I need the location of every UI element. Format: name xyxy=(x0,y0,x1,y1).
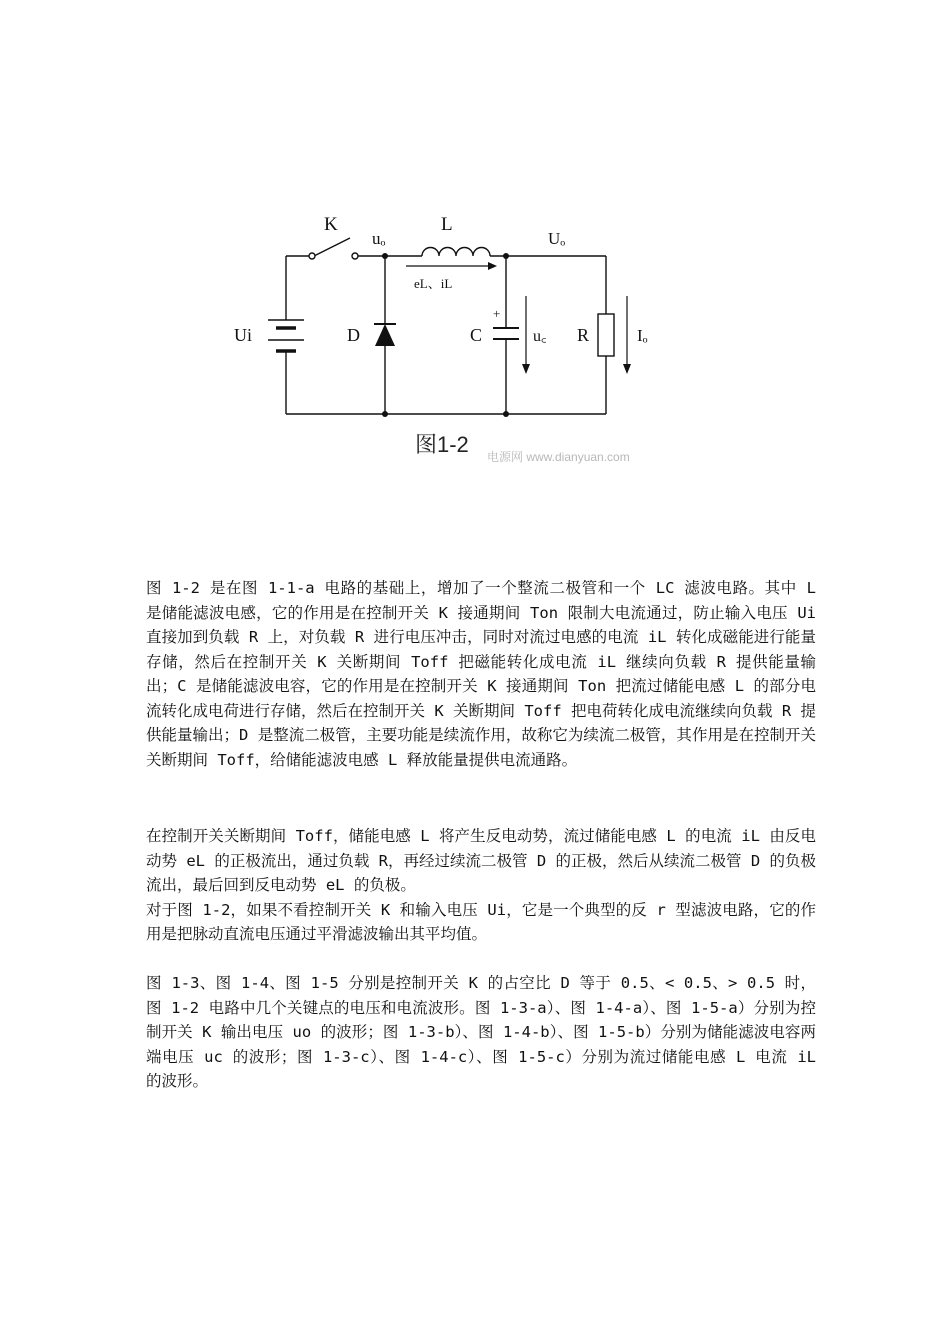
battery-symbol xyxy=(268,320,304,351)
eL-iL-arrow xyxy=(406,262,497,270)
Io-arrow xyxy=(623,296,631,374)
paragraph-2a-text: 在控制开关关断期间 Toff，储能电感 L 将产生反电动势，流过储能电感 L 的电流 iL 由反电动势 eL 的正极流出，通过负载 R，再经过续流二极管 D 的正极，然后从续流二极管 D 的负极流出，最后回到反电动势 eL 的负极。 xyxy=(146,827,816,894)
switch-contact-right xyxy=(352,253,358,259)
uc-arrow xyxy=(522,296,530,374)
label-uo: uₒ xyxy=(372,229,386,248)
junction-dot xyxy=(503,253,509,259)
junction-dot xyxy=(382,411,388,417)
junction-dot xyxy=(382,253,388,259)
resistor-symbol xyxy=(598,314,614,356)
junction-dot xyxy=(503,411,509,417)
switch-contact-left xyxy=(309,253,315,259)
paragraph-2b-text: 对于图 1-2，如果不看控制开关 K 和输入电压 Ui，它是一个典型的反 r 型滤波电路，它的作用是把脉动直流电压通过平滑滤波输出其平均值。 xyxy=(146,900,816,943)
label-Io: Iₒ xyxy=(637,326,648,345)
label-uc: u꜀ xyxy=(533,328,547,345)
circuit-figure xyxy=(0,0,950,520)
paragraph-1-text: 图 1-2 是在图 1-1-a 电路的基础上，增加了一个整流二极管和一个 LC 滤波电路。其中 L 是储能滤波电感，它的作用是在控制开关 K 接通期间 Ton 限制大电流通过，防止输入电压 Ui 直接加到负载 R 上，对负载 R 进行电压冲击，同时对流过电感的电流 iL 转化成磁能进行能量存储，然后在控制开关 K 关断期间 Toff 把磁能转化成电流 iL 继续向负载 R 提供能量输出；C 是储能滤波电容，它的作用是在控制开关 K 接通期间 Ton 把流过储能电感 L 的部分电流转化成电荷进行存储，然后在控制开关 K 关断期间 Toff 把电荷转化成电流继续向负载 R 提供能量输出；D 是整流二极管，主要功能是续流作用，故称它为续流二极管，其作用是在控制开关关断期间 Toff，给储能滤波电感 L 释放能量提供电流通路。 xyxy=(146,579,816,769)
paragraph-1 xyxy=(146,576,816,772)
circuit-wires xyxy=(286,238,606,414)
paragraph-2 xyxy=(146,824,816,947)
paragraph-3 xyxy=(146,971,816,1094)
figure-caption: 图1-2 xyxy=(415,432,469,457)
label-eL-iL: eL、iL xyxy=(414,276,453,291)
diode-symbol xyxy=(374,324,396,346)
label-diode: D xyxy=(347,325,360,345)
label-inductor: L xyxy=(441,214,453,235)
label-Ui: Ui xyxy=(234,325,252,345)
label-resistor: R xyxy=(577,325,590,345)
label-capacitor: C xyxy=(470,325,483,345)
label-switch: K xyxy=(324,214,338,235)
label-plus: + xyxy=(493,306,501,321)
capacitor-symbol xyxy=(493,328,519,339)
paragraph-3-text: 图 1-3、图 1-4、图 1-5 分别是控制开关 K 的占空比 D 等于 0.5、< 0.5、> 0.5 时，图 1-2 电路中几个关键点的电压和电流波形。图 1-3-a）、图 1-4-a）、图 1-5-a）分别为控制开关 K 输出电压 uo 的波形；图 1-3-b）、图 1-4-b）、图 1-5-b）分别为储能滤波电容两端电压 uc 的波形；图 1-3-c）、图 1-4-c）、图 1-5-c）分别为流过储能电感 L 电流 iL 的波形。 xyxy=(146,974,816,1090)
label-Uo: Uₒ xyxy=(548,229,566,248)
watermark: 电源网 www.dianyuan.com xyxy=(487,450,630,464)
circuit-diagram xyxy=(0,0,950,520)
